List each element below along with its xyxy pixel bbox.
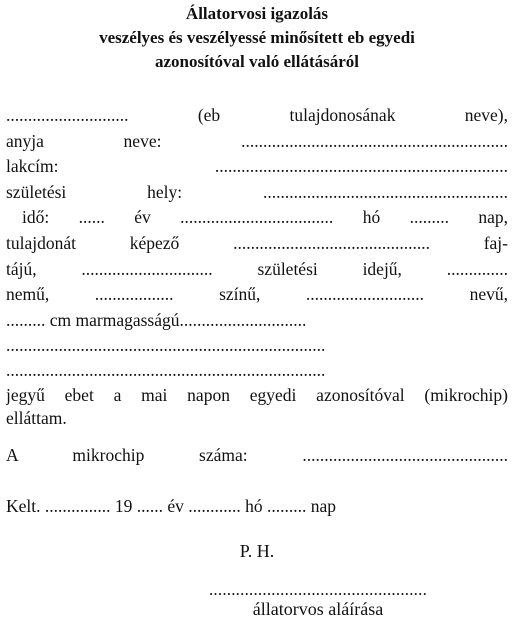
- address-line: lakcím: ...................................................................: [6, 156, 508, 176]
- owned-by-line: tulajdonát képező ............................................. faj-: [6, 233, 508, 253]
- breed-line: tájú, .............................. születési idejű, ..............: [6, 259, 508, 279]
- chip-statement-line1: jegyű ebet a mai napon egyedi azonosítóval (mikrochip): [6, 385, 508, 405]
- birth-time-line: idő: ...... év ................................... hó ......... nap,: [22, 207, 508, 227]
- birth-place-line: születési hely: ........................................................: [6, 182, 508, 202]
- chip-statement-line2: elláttam.: [6, 408, 67, 428]
- chip-number-line: A mikrochip száma: ...............................................: [6, 445, 508, 465]
- owner-name-line: ............................ (eb tulajdonosának neve),: [6, 105, 508, 125]
- document-title: Állatorvosi igazolás: [185, 4, 329, 23]
- document-subtitle-line1: veszélyes és veszélyessé minősített eb egyedi: [99, 28, 415, 47]
- date-line: Kelt. ............... 19 ...... év ............ hó ......... nap: [6, 496, 337, 516]
- signature-label: állatorvos aláírása: [252, 599, 384, 619]
- signature-line: .................................................: [208, 580, 428, 599]
- height-line: ......... cm marmagasságú.............................: [6, 310, 307, 330]
- blank-line-2: .........................................................................: [6, 360, 326, 380]
- document-subtitle-line2: azonosítóval való ellátásáról: [155, 52, 359, 71]
- blank-line-1: .........................................................................: [6, 335, 326, 355]
- mother-name-line: anyja neve: .............................................................: [6, 131, 508, 151]
- stamp-placeholder: P. H.: [239, 541, 275, 561]
- sex-color-name-line: nemű, .................. színű, ........................... nevű,: [6, 284, 508, 304]
